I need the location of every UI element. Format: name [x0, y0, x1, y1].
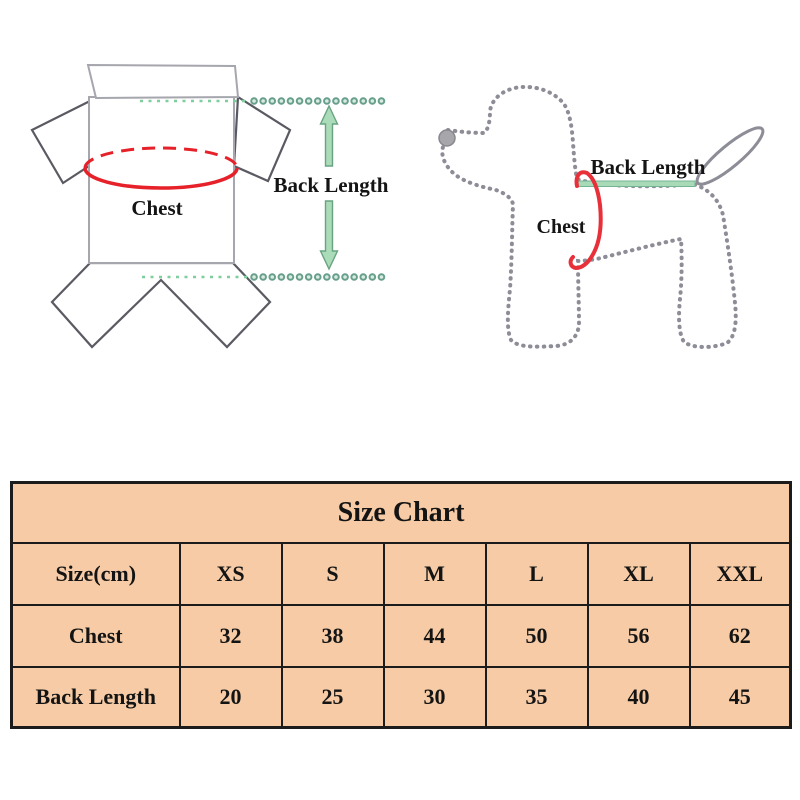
size-chart-table	[10, 481, 792, 729]
chest-value-xl: 56	[588, 605, 690, 667]
chest-value-xs: 32	[180, 605, 282, 667]
back-length-arrow-up	[321, 106, 338, 166]
header-size-cm: Size(cm)	[12, 543, 180, 605]
garment-sleeve-right	[234, 97, 290, 181]
back-length-value-xxl: 45	[690, 667, 791, 728]
header-xs: XS	[180, 543, 282, 605]
row-label-chest: Chest	[12, 605, 180, 667]
chest-value-m: 44	[384, 605, 486, 667]
dog-chest-label: Chest	[536, 216, 586, 238]
garment-collar	[88, 65, 238, 98]
size-chart-title: Size Chart	[12, 483, 791, 544]
back-length-value-xs: 20	[180, 667, 282, 728]
header-m: M	[384, 543, 486, 605]
dog-nose	[439, 130, 455, 146]
dog-back-length-label: Back Length	[590, 155, 706, 179]
dog-outline	[442, 87, 735, 347]
chest-value-xxl: 62	[690, 605, 791, 667]
garment-flat-diagram	[32, 65, 389, 347]
header-xxl: XXL	[690, 543, 791, 605]
garment-body	[89, 97, 234, 263]
garment-legs	[52, 263, 270, 347]
garment-back-length-label: Back Length	[273, 173, 389, 197]
chest-value-s: 38	[282, 605, 384, 667]
header-xl: XL	[588, 543, 690, 605]
header-l: L	[486, 543, 588, 605]
chest-value-l: 50	[486, 605, 588, 667]
row-label-back-length: Back Length	[12, 667, 180, 728]
back-length-value-l: 35	[486, 667, 588, 728]
back-length-value-s: 25	[282, 667, 384, 728]
back-length-arrow-down	[321, 201, 338, 269]
dog-diagram	[439, 87, 769, 347]
header-s: S	[282, 543, 384, 605]
back-length-value-xl: 40	[588, 667, 690, 728]
back-length-value-m: 30	[384, 667, 486, 728]
garment-chest-label: Chest	[131, 196, 183, 220]
